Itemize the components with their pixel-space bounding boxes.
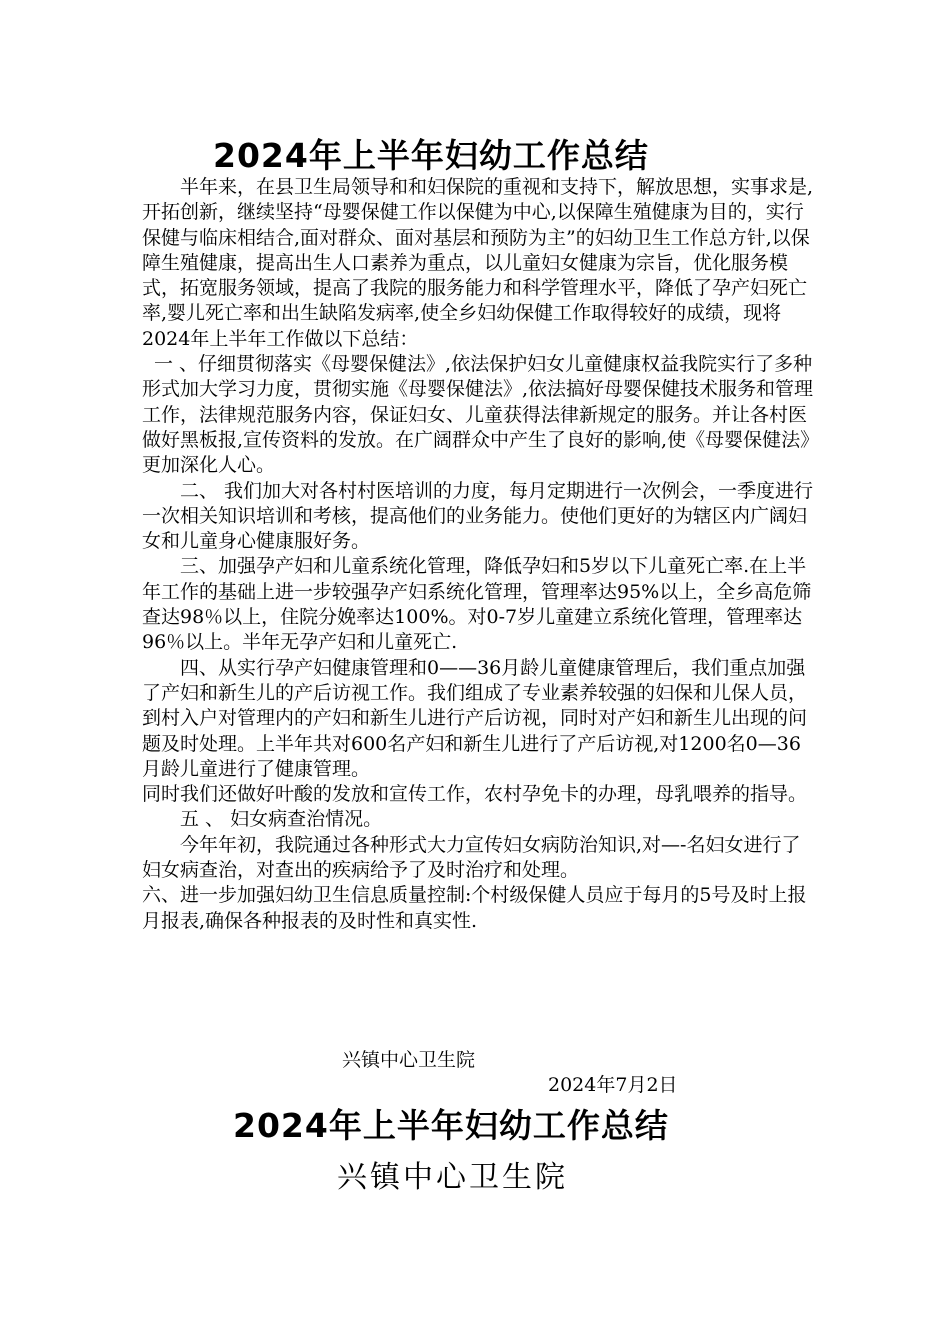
section-5-paragraph: 今年年初，我院通过各种形式大力宣传妇女病防治知识,对—-名妇女进行了妇女病查治，对查出的疾病给予了及时治疗和处理。: [142, 833, 801, 882]
section-2-paragraph: 二、 我们加大对各村村医培训的力度，每月定期进行一次例会，一季度进行一次相关知识培训和考核，提高他们的业务能力。使他们更好的为辖区内广阔妇女和儿童身心健康服好务。: [142, 479, 814, 553]
document-title: 2024年上半年妇幼工作总结: [213, 136, 649, 175]
document-date: 2024年7月2日: [548, 1074, 678, 1096]
signature: 兴镇中心卫生院: [342, 1049, 476, 1071]
section-6-paragraph: 六、进一步加强妇幼卫生信息质量控制:个村级保健人员应于每月的5号及时上报月报表,确保各种报表的及时性和真实性.: [142, 884, 807, 932]
section-4-paragraph: 四、从实行孕产妇健康管理和0——36月龄儿童健康管理后，我们重点加强了产妇和新生儿的产后访视工作。我们组成了专业素养较强的妇保和儿保人员，到村入户对管理内的产妇和新生儿进行产后访视，同时对产妇和新生儿出现的问题及时处理。上半年共对600名产妇和新生儿进行了产后访视,对1200名0—36月龄儿童进行了健康管理。: [142, 656, 808, 780]
footer-organization: 兴镇中心卫生院: [337, 1160, 568, 1195]
intro-paragraph: 半年来，在县卫生局领导和和妇保院的重视和支持下，解放思想，实事求是,开拓创新，继续坚持“母婴保健工作以保健为中心,以保障生殖健康为目的，实行保健与临床相结合,面对群众、面对基层和预防为主”的妇幼卫生工作总方针,以保障生殖健康，提高出生人口素养为重点，以儿童妇女健康为宗旨，优化服务模式，拓宽服务领域，提高了我院的服务能力和科学管理水平，降低了孕产妇死亡率,婴儿死亡率和出生缺陷发病率,使全乡妇幼保健工作取得较好的成绩，现将2024年上半年工作做以下总结：: [142, 176, 814, 350]
section-4-extra-paragraph: 同时我们还做好叶酸的发放和宣传工作，农村孕免卡的办理，母乳喂养的指导。: [142, 783, 808, 806]
section-1-paragraph: 一 、仔细贯彻落实《母婴保健法》,依法保护妇女儿童健康权益我院实行了多种形式加大学习力度，贯彻实施《母婴保健法》,依法搞好母婴保健技术服务和管理工作，法律规范服务内容，保证妇女、儿童获得法律新规定的服务。并让各村医做好黑板报,宣传资料的发放。在广阔群众中产生了良好的影响,使《母婴保健法》更加深化人心。: [142, 353, 814, 477]
document-body: [142, 175, 818, 934]
footer-title: 2024年上半年妇幼工作总结: [233, 1106, 669, 1145]
section-5-heading: 五 、 妇女病查治情况。: [180, 808, 383, 831]
section-3-paragraph: 三、加强孕产妇和儿童系统化管理，降低孕妇和5岁以下儿童死亡率.在上半年工作的基础上进一步较强孕产妇系统化管理，管理率达95%以上，全乡高危筛查达98％以上，住院分娩率达100%。对0-7岁儿童建立系统化管理，管理率达96％以上。半年无孕产妇和儿童死亡.: [142, 555, 812, 654]
